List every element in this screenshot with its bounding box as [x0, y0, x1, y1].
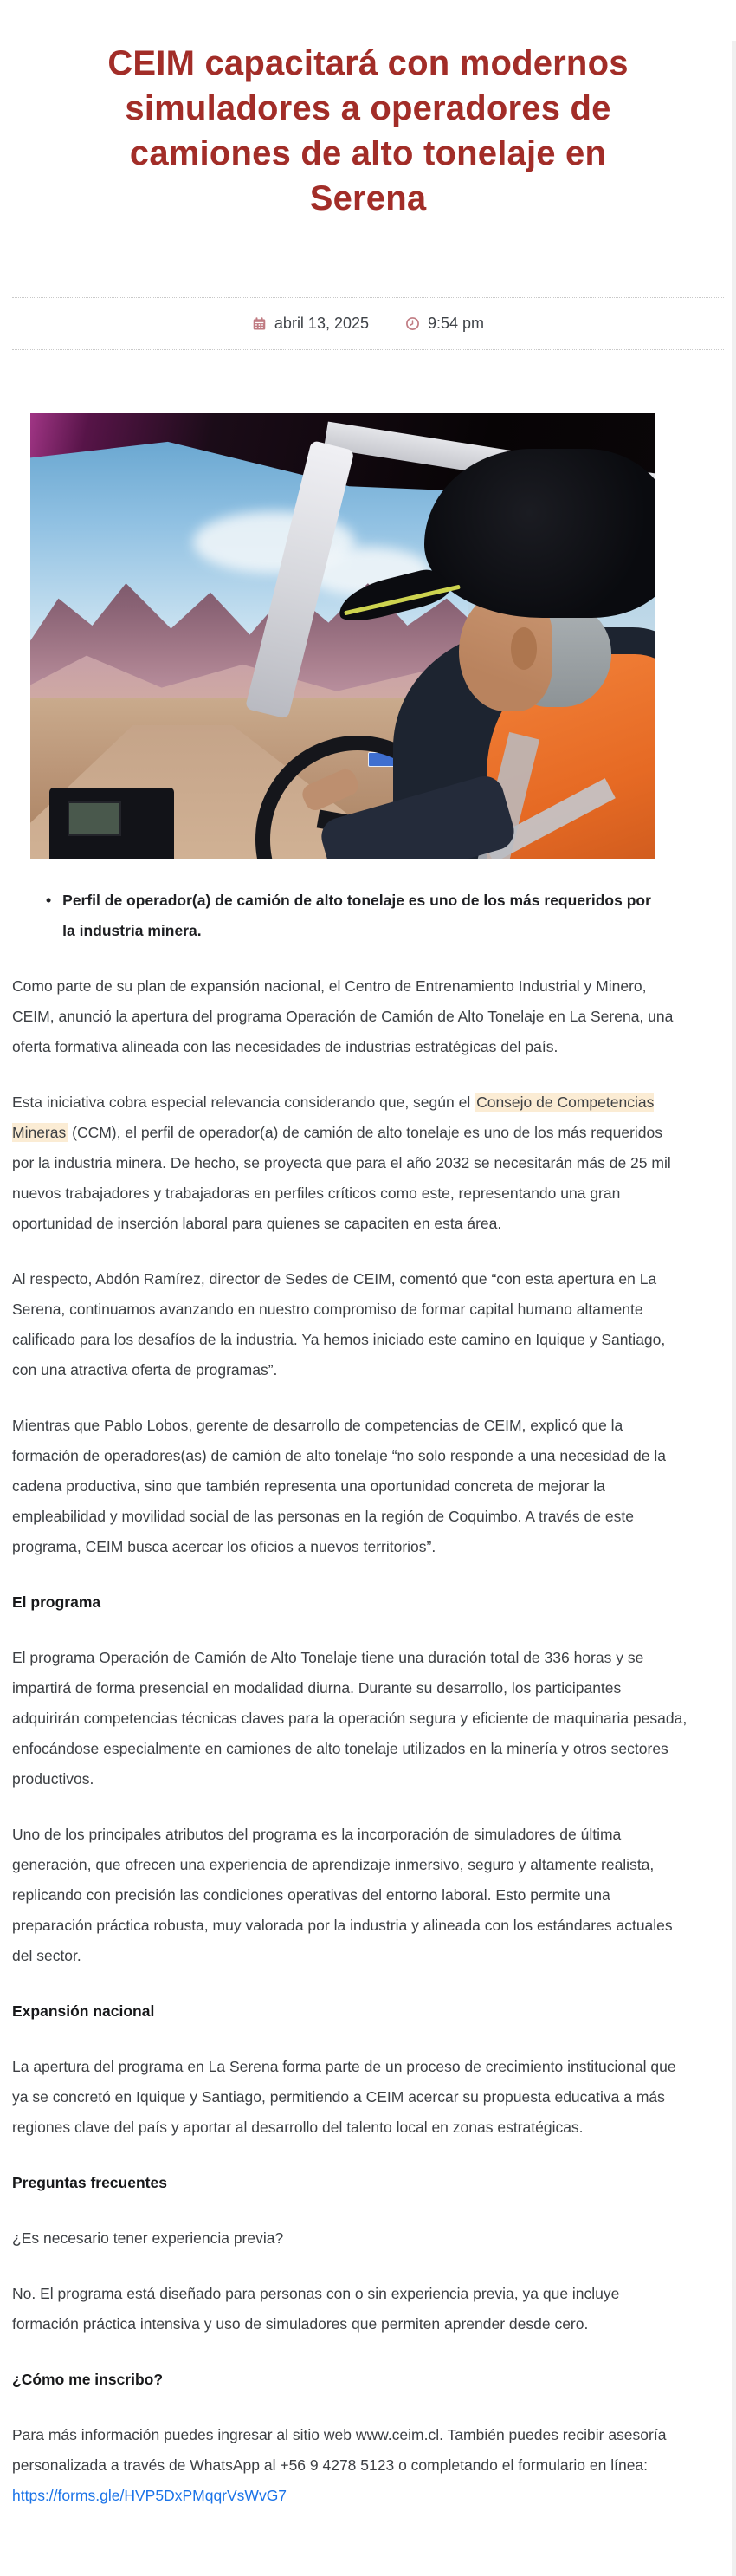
- bullet-marker: •: [46, 892, 52, 909]
- paragraph-programa-detalle: El programa Operación de Camión de Alto Tonelaje tiene una duración total de 336 horas y se impartirá de forma presencial en modalidad diurna. Durante su desarrollo, los participantes adquirirán competencias técnicas claves para la operación segura y eficiente de maquinaria pesada, enfocándose especialmente en camiones de alto tonelaje utilizados en la minería y otros sectores productivos.: [12, 1649, 688, 1788]
- heading-preguntas-frecuentes: Preguntas frecuentes: [12, 2174, 167, 2191]
- clock-icon: [405, 316, 420, 331]
- paragraph-ccm-after: (CCM), el perfil de operador(a) de camión de alto tonelaje es uno de los más requeridos por la industria minera. De hecho, se proyecta que para el año 2032 se necesitarán más de 25 mil nuevos trabajadores y trabajadoras en perfiles críticos como este, representando una gran oportunidad de inserción laboral para quienes se capaciten en esta área.: [12, 1124, 671, 1232]
- post-time-label: 9:54 pm: [428, 315, 485, 332]
- post-date: [252, 315, 369, 333]
- scrollbar-track[interactable]: [732, 41, 736, 2576]
- heading-el-programa: El programa: [12, 1593, 101, 1611]
- operator-cap: [424, 449, 655, 618]
- faq-question: ¿Es necesario tener experiencia previa?: [12, 2229, 284, 2247]
- cab-console-screen: [68, 801, 121, 836]
- page-title: CEIM capacitará con modernos simuladores a operadores de camiones de alto tonelaje en Serena: [107, 44, 629, 217]
- heading-como-me-inscribo: ¿Cómo me inscribo?: [12, 2371, 164, 2388]
- article-photo-simulator: [30, 413, 655, 859]
- paragraph-ccm-before: Esta iniciativa cobra especial relevancia considerando que, según el: [12, 1093, 475, 1111]
- image-caption-bullet: [46, 886, 688, 946]
- article-page: [0, 41, 736, 2576]
- highlighted-text-ccm: Consejo de Competencias Mineras: [12, 1093, 655, 1141]
- article-body: [0, 886, 736, 2511]
- post-meta-bar: [12, 297, 724, 350]
- operator-ear: [511, 627, 537, 670]
- enrollment-form-link[interactable]: https://forms.gle/HVP5DxPMqqrVsWvG7: [12, 2487, 287, 2504]
- paragraph-simuladores: Uno de los principales atributos del programa es la incorporación de simuladores de última generación, que ofrecen una experiencia de aprendizaje inmersivo, seguro y altamente realista, replicando con precisión las condiciones operativas del entorno laboral. Esto permite una preparación práctica robusta, muy valorada por la industria y alineada con los estándares actuales del sector.: [12, 1826, 673, 1964]
- paragraph-ccm: [12, 1087, 688, 1239]
- heading-expansion-nacional: Expansión nacional: [12, 2002, 155, 2020]
- post-time: [405, 315, 484, 333]
- faq-answer: No. El programa está diseñado para personas con o sin experiencia previa, ya que incluye formación práctica intensiva y uso de simuladores que permiten aprender desde cero.: [12, 2285, 620, 2333]
- paragraph-quote-lobos: Mientras que Pablo Lobos, gerente de desarrollo de competencias de CEIM, explicó que la formación de operadores(as) de camión de alto tonelaje “no solo responde a una necesidad de la cadena productiva, sino que también representa una oportunidad concreta de mejorar la empleabilidad y movilidad social de las personas en la región de Coquimbo. A través de este programa, CEIM busca acercar los oficios a nuevos territorios”.: [12, 1417, 666, 1555]
- paragraph-expansion: La apertura del programa en La Serena forma parte de un proceso de crecimiento institucional que ya se concretó en Iquique y Santiago, permitiendo a CEIM acercar su propuesta educativa a más regiones clave del país y aportar al desarrollo del talento local en zonas estratégicas.: [12, 2058, 676, 2136]
- image-caption-text: Perfil de operador(a) de camión de alto tonelaje es uno de los más requeridos por la industria minera.: [62, 892, 651, 939]
- calendar-icon: [252, 316, 267, 331]
- paragraph-intro: Como parte de su plan de expansión nacional, el Centro de Entrenamiento Industrial y Minero, CEIM, anunció la apertura del programa Operación de Camión de Alto Tonelaje en La Serena, una oferta formativa alineada con las necesidades de industrias estratégicas del país.: [12, 977, 674, 1055]
- paragraph-inscripcion: [12, 2420, 688, 2511]
- post-date-label: abril 13, 2025: [274, 315, 370, 332]
- post-meta-row: [12, 315, 724, 333]
- paragraph-quote-ramirez: Al respecto, Abdón Ramírez, director de Sedes de CEIM, comentó que “con esta apertura en La Serena, continuamos avanzando en nuestro compromiso de formar capital humano altamente calificado para los desafíos de la industria. Ya hemos iniciado este camino en Iquique y Santiago, con una atractiva oferta de programas”.: [12, 1270, 666, 1379]
- inscripcion-text: Para más información puedes ingresar al sitio web www.ceim.cl. También puedes recibir asesoría personalizada a través de WhatsApp al +56 9 4278 5123 o completando el formulario en línea:: [12, 2426, 667, 2474]
